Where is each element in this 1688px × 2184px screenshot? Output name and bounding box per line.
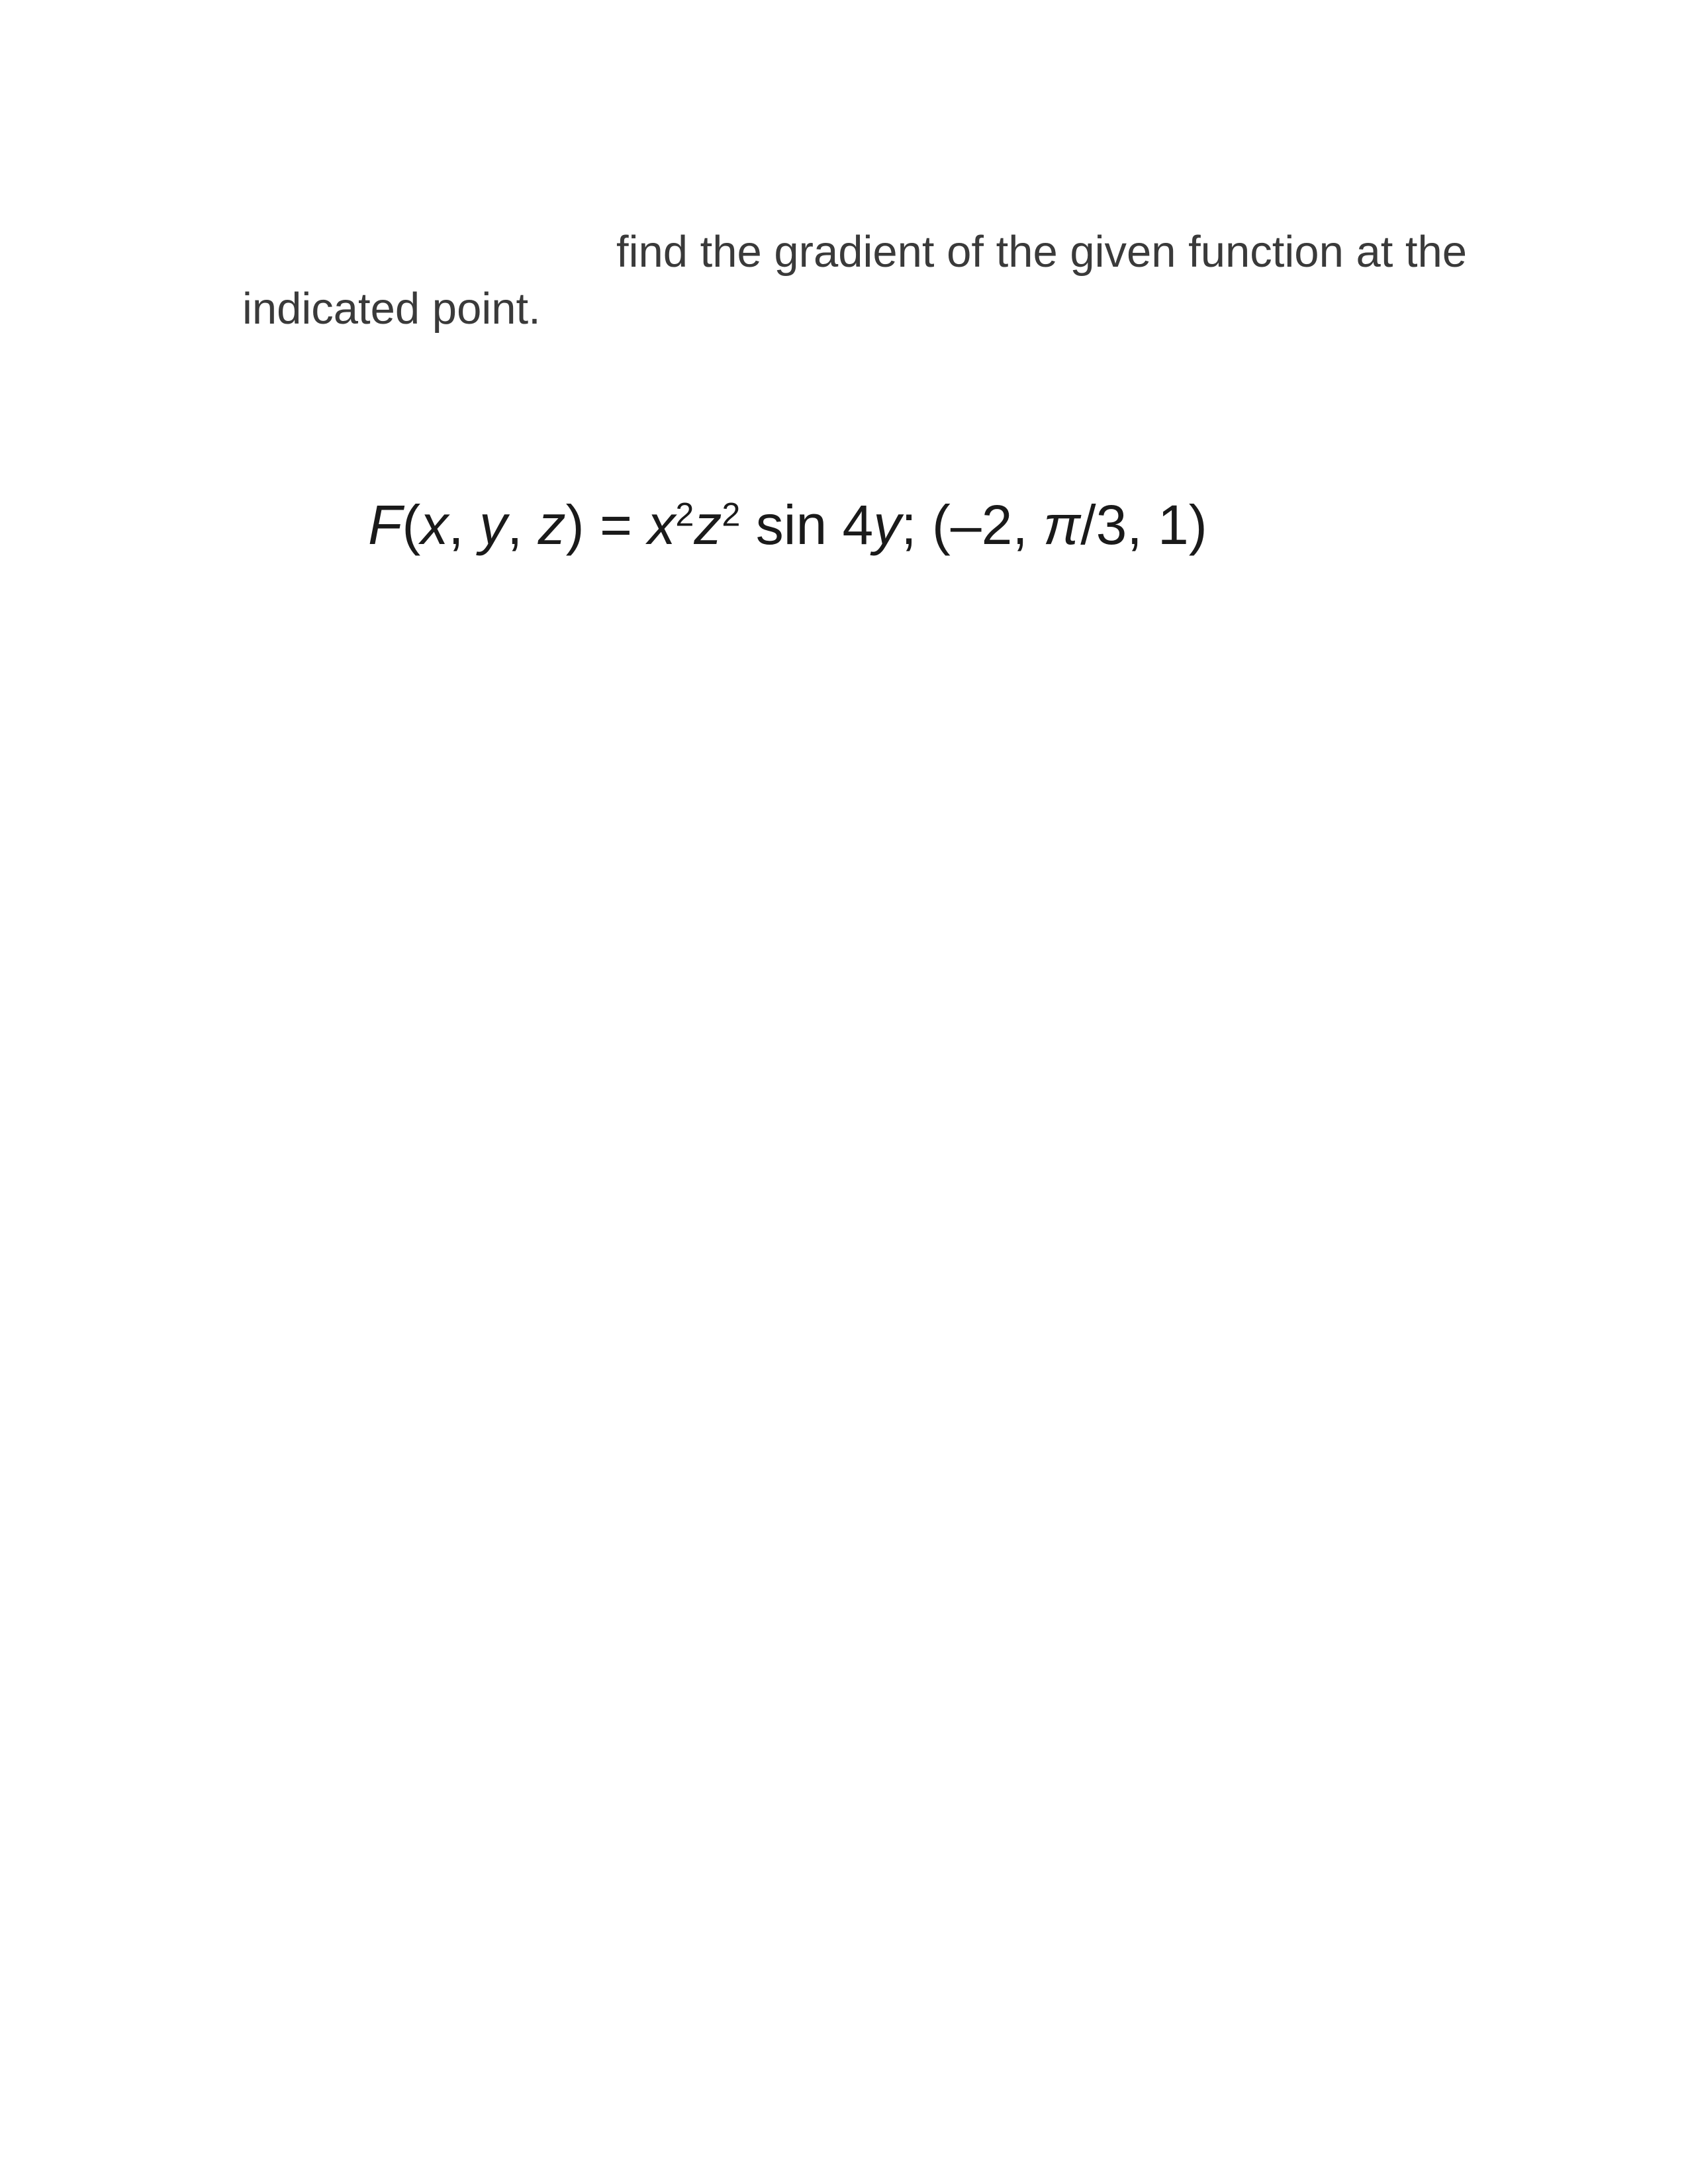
point-z: 1: [1158, 494, 1189, 556]
variable-y: y: [479, 494, 507, 556]
point-y-denominator: /3: [1080, 494, 1127, 556]
rhs-base-z: z: [694, 494, 722, 556]
problem-instruction: find the gradient of the given function at the indicated point.: [242, 227, 1468, 334]
variable-z: z: [538, 494, 566, 556]
rhs-base-x: x: [647, 494, 676, 556]
function-equation: F(x, y, $z) = x^2z^2$ sin 4y; (–2, π/3, 1): [368, 494, 1207, 556]
variable-x: x: [420, 494, 449, 556]
rhs-trig-variable: y: [873, 494, 902, 556]
rhs-trig: sin 4: [755, 494, 874, 556]
rhs-exponent-x: 2: [675, 495, 694, 533]
point-x: –2: [950, 494, 1013, 556]
rhs-exponent-z: 2: [722, 495, 741, 533]
function-name: F: [368, 494, 402, 556]
point-y-pi: π: [1043, 494, 1081, 556]
